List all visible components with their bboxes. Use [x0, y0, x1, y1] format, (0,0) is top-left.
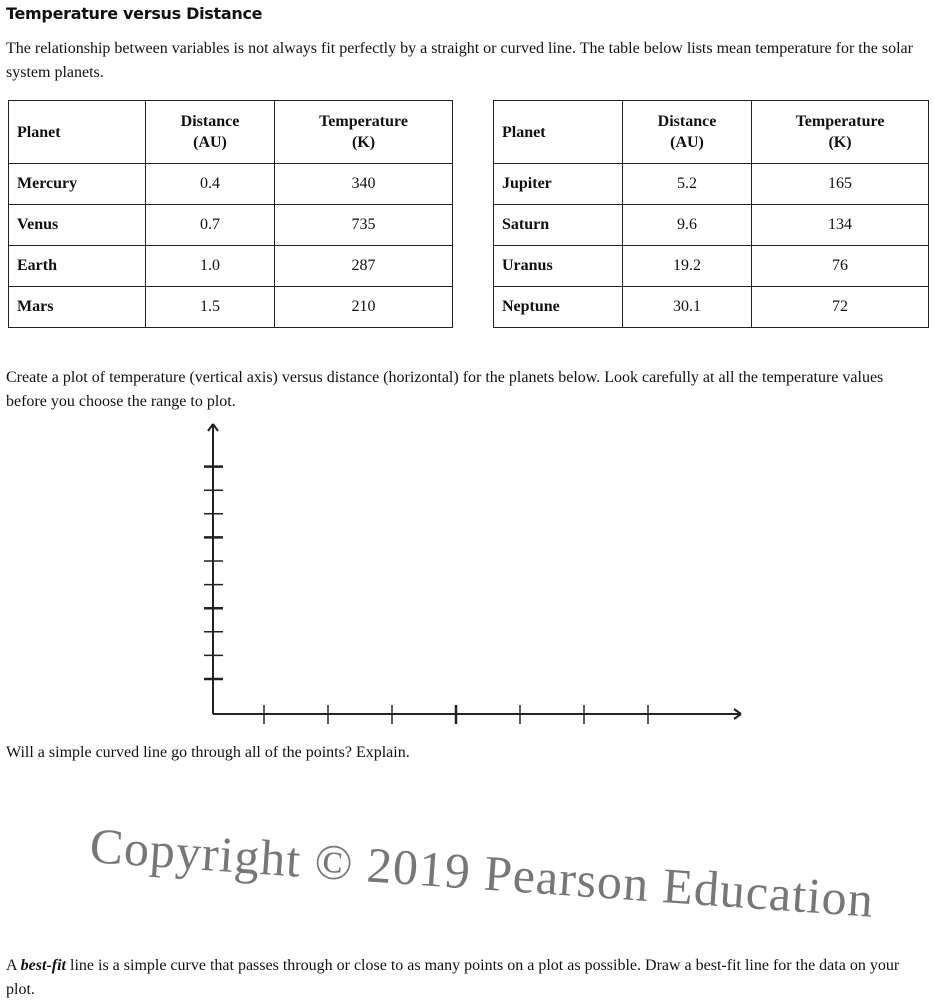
- planet-name: Earth: [9, 246, 146, 287]
- header-distance: Distance (AU): [623, 101, 752, 164]
- header-distance: Distance (AU): [146, 101, 275, 164]
- planet-name: Jupiter: [494, 164, 623, 205]
- planet-name: Saturn: [494, 205, 623, 246]
- intro-text: The relationship between variables is not always fit perfectly by a straight or curved line. The table below lists mean temperature for the solar system planets.: [6, 40, 913, 81]
- planet-name: Mercury: [9, 164, 146, 205]
- header-temperature: Temperature (K): [752, 101, 929, 164]
- distance-value: 0.4: [146, 164, 275, 205]
- planet-name: Uranus: [494, 246, 623, 287]
- temperature-value: 72: [752, 287, 929, 328]
- distance-value: 0.7: [146, 205, 275, 246]
- header-temperature: Temperature (K): [275, 101, 453, 164]
- temperature-value: 210: [275, 287, 453, 328]
- distance-value: 30.1: [623, 287, 752, 328]
- planet-name: Mars: [9, 287, 146, 328]
- copyright-watermark: Copyright © 2019 Pearson Education: [88, 817, 876, 928]
- temperature-value: 76: [752, 246, 929, 287]
- bestfit-text: A best-fit line is a simple curve that passes through or close to as many points on a plot as possible. Draw a best-fit line for the data on your plot.: [6, 957, 900, 998]
- temperature-value: 165: [752, 164, 929, 205]
- planet-name: Venus: [9, 205, 146, 246]
- planet-name: Neptune: [494, 287, 623, 328]
- question-text: Will a simple curved line go through all of the points? Explain.: [6, 744, 410, 761]
- temperature-value: 134: [752, 205, 929, 246]
- header-planet: Planet: [494, 101, 623, 164]
- distance-value: 9.6: [623, 205, 752, 246]
- temperature-value: 340: [275, 164, 453, 205]
- page-title: Temperature versus Distance: [6, 4, 263, 23]
- distance-value: 1.5: [146, 287, 275, 328]
- header-planet: Planet: [9, 101, 146, 164]
- temperature-value: 735: [275, 205, 453, 246]
- distance-value: 5.2: [623, 164, 752, 205]
- distance-value: 19.2: [623, 246, 752, 287]
- temperature-value: 287: [275, 246, 453, 287]
- distance-value: 1.0: [146, 246, 275, 287]
- plot-instruction: Create a plot of temperature (vertical axis) versus distance (horizontal) for the planets below. Look carefully at all the temperature values before you choose the range to plot.: [6, 369, 884, 410]
